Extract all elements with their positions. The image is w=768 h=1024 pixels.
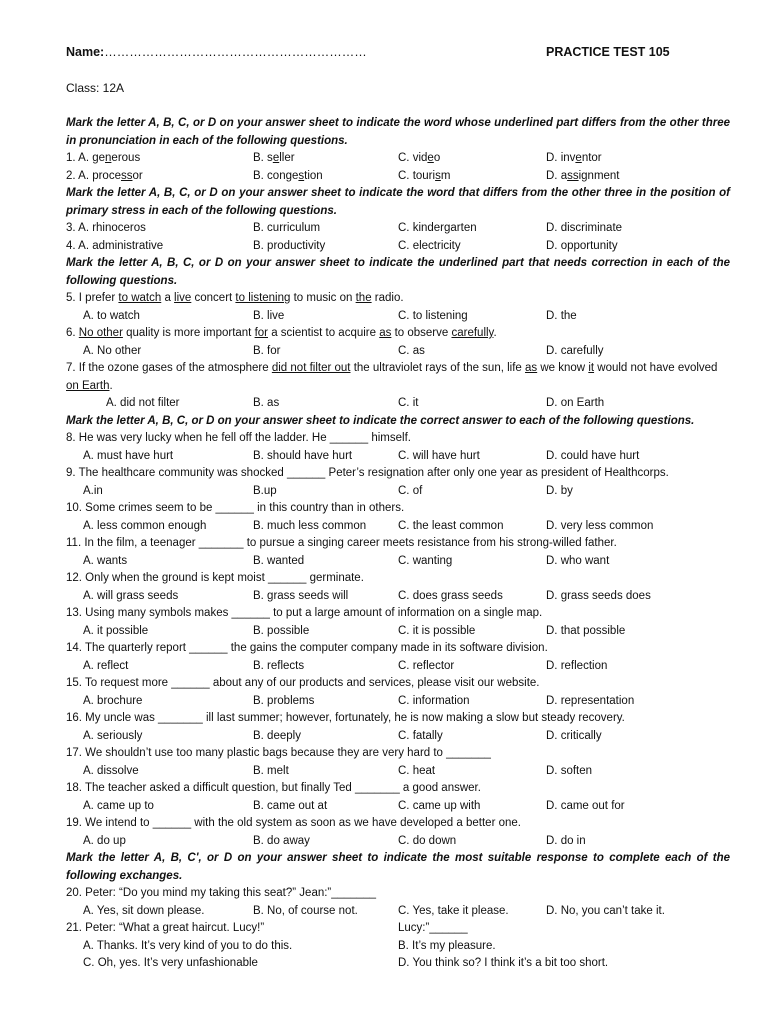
question-8-stem: 8. He was very lucky when he fell off the ladder. He ______ himself. (66, 432, 411, 444)
question-18-options (66, 798, 730, 816)
question-11-stem: 11. In the film, a teenager _______ to pursue a singing career meets resistance from his strong-willed father. (66, 537, 617, 549)
option-a: A. do up (83, 834, 126, 847)
question-16-options (66, 728, 730, 746)
question-21-options-ab (66, 938, 730, 956)
question-6-options (66, 343, 730, 361)
question-19-options (66, 833, 730, 851)
option-d: D. the (546, 309, 577, 322)
option-d: D. No, you can’t take it. (546, 904, 665, 917)
option-b: B. curriculum (253, 222, 321, 234)
option-a: A. Yes, sit down please. (83, 904, 205, 917)
option-b: B. deeply (253, 729, 301, 742)
question-12-stem: 12. Only when the ground is kept moist ______ germinate. (66, 572, 364, 584)
question-21-options-cd (66, 955, 730, 973)
option-a: A. to watch (83, 309, 140, 322)
option-a: A. seriously (83, 729, 143, 742)
option-d: D. discriminate (546, 222, 623, 234)
question-5-stem: 5. I prefer to watch a live concert to listening to music on the radio. (66, 292, 404, 304)
question-17-options (66, 763, 730, 781)
option-a: A.in (83, 484, 103, 497)
option-b: B. melt (253, 764, 289, 777)
option-d: D. by (546, 484, 573, 497)
class-label: Class: 12A (66, 81, 125, 95)
section-instruction: Mark the letter A, B, C, or D on your answer sheet to indicate the word whose underlined part differs from the other three in pronunciation in each of the following questions. (66, 117, 730, 147)
question-20-options (66, 903, 730, 921)
option-c: C. fatally (398, 729, 443, 742)
question-19-stem: 19. We intend to ______ with the old system as soon as we have developed a better one. (66, 817, 521, 829)
option-c: C. will have hurt (398, 449, 480, 462)
option-b: B. problems (253, 694, 315, 707)
option-c: C. of (398, 484, 423, 497)
option-d: D. opportunity (546, 239, 618, 252)
option-a: A. dissolve (83, 764, 139, 777)
option-a: A. did not filter (106, 397, 180, 409)
option-d: D. critically (546, 729, 602, 742)
option-c: C. it (398, 397, 419, 409)
option-c: C. Oh, yes. It’s very unfashionable (83, 957, 258, 969)
option-c: C. wanting (398, 554, 453, 567)
option-d: D. very less common (546, 519, 654, 532)
option-b: B. should have hurt (253, 449, 353, 462)
question-13-stem: 13. Using many symbols makes ______ to put a large amount of information on a single map. (66, 607, 543, 619)
option-a: 2. A. processor (66, 169, 143, 182)
option-b: B. for (253, 344, 281, 357)
option-b: B. seller (253, 152, 295, 164)
question-4 (66, 238, 730, 256)
option-d: D. inventor (546, 152, 602, 164)
option-d: D. representation (546, 694, 635, 707)
section-instruction: Mark the letter A, B, C, or D on your answer sheet to indicate the word that differs from the other three in the position of primary stress in each of the following questions. (66, 187, 730, 217)
option-a: A. less common enough (83, 519, 207, 532)
question-3 (66, 220, 730, 238)
option-b: B. No, of course not. (253, 904, 358, 917)
option-b: B. reflects (253, 659, 305, 672)
question-14-options (66, 658, 730, 676)
option-b: B. as (253, 397, 280, 409)
question-15-options (66, 693, 730, 711)
option-c: C. tourism (398, 169, 451, 182)
test-title: PRACTICE TEST 105 (546, 45, 670, 59)
option-d: D. could have hurt (546, 449, 640, 462)
option-b: B. It’s my pleasure. (398, 939, 496, 952)
option-c: C. reflector (398, 659, 455, 672)
option-d: D. assignment (546, 169, 620, 182)
option-d: D. reflection (546, 659, 608, 672)
option-b: B.up (253, 484, 277, 497)
question-21-stem (66, 920, 730, 938)
option-c: C. the least common (398, 519, 504, 532)
question-1 (66, 150, 730, 168)
option-b: B. possible (253, 624, 310, 637)
option-c: C. does grass seeds (398, 589, 503, 602)
option-a: A. must have hurt (83, 449, 174, 462)
section-instruction: Mark the letter A, B, C', or D on your answer sheet to indicate the most suitable response to complete each of the following exchanges. (66, 852, 730, 882)
option-a: A. brochure (83, 694, 143, 707)
section-instruction: Mark the letter A, B, C, or D on your answer sheet to indicate the underlined part that needs correction in each of the following questions. (66, 257, 730, 287)
option-b: B. much less common (253, 519, 367, 532)
question-21-peter: 21. Peter: “What a great haircut. Lucy!” (66, 922, 265, 934)
option-d: D. You think so? I think it’s a bit too short. (398, 957, 609, 969)
option-d: D. came out for (546, 799, 625, 812)
question-21-lucy: Lucy:”______ (398, 922, 468, 934)
option-a: 4. A. administrative (66, 239, 164, 252)
option-c: C. information (398, 694, 470, 707)
option-c: C. electricity (398, 239, 461, 252)
question-5-options (66, 308, 730, 326)
question-20-stem: 20. Peter: “Do you mind my taking this seat?” Jean:”_______ (66, 887, 377, 899)
question-7-stem: 7. If the ozone gases of the atmosphere did not filter out the ultraviolet rays of the sun, life as we know it would not have evolved on Earth. (66, 362, 718, 392)
option-c: C. to listening (398, 309, 468, 322)
name-label: Name: (66, 45, 105, 59)
option-d: D. soften (546, 764, 593, 777)
option-d: D. grass seeds does (546, 589, 651, 602)
question-17-stem: 17. We shouldn’t use too many plastic bags because they are very hard to _______ (66, 747, 491, 759)
question-14-stem: 14. The quarterly report ______ the gains the computer company made in its software division. (66, 642, 548, 654)
option-b: B. live (253, 309, 285, 322)
option-b: B. congestion (253, 169, 323, 182)
option-a: A. No other (83, 344, 142, 357)
option-c: C. heat (398, 764, 436, 777)
option-c: C. as (398, 344, 425, 357)
option-d: D. who want (546, 554, 610, 567)
option-b: B. productivity (253, 239, 326, 252)
option-a: 1. A. generous (66, 152, 141, 164)
option-d: D. on Earth (546, 397, 605, 409)
question-10-stem: 10. Some crimes seem to be ______ in this country than in others. (66, 502, 405, 514)
option-b: B. wanted (253, 554, 305, 567)
questions-block (66, 115, 730, 973)
option-a: A. came up to (83, 799, 154, 812)
name-dots: ……………………………………………………… (104, 45, 367, 59)
question-18-stem: 18. The teacher asked a difficult question, but finally Ted _______ a good answer. (66, 782, 481, 794)
question-16-stem: 16. My uncle was _______ ill last summer; however, fortunately, he is now making a slow but steady recovery. (66, 712, 625, 724)
option-c: C. came up with (398, 799, 481, 812)
option-a: A. wants (83, 554, 128, 567)
question-12-options (66, 588, 730, 606)
option-d: D. do in (546, 834, 586, 847)
option-a: A. Thanks. It’s very kind of you to do this. (83, 939, 293, 952)
name-field (66, 45, 367, 59)
question-9-options (66, 483, 730, 501)
option-d: D. carefully (546, 344, 604, 357)
question-11-options (66, 553, 730, 571)
question-15-stem: 15. To request more ______ about any of our products and services, please visit our website. (66, 677, 540, 689)
question-13-options (66, 623, 730, 641)
question-8-options (66, 448, 730, 466)
question-7-options (66, 395, 730, 413)
option-b: B. grass seeds will (253, 589, 349, 602)
question-2 (66, 168, 730, 186)
option-a: A. will grass seeds (83, 589, 179, 602)
question-10-options (66, 518, 730, 536)
option-c: C. video (398, 152, 441, 164)
question-6-stem: 6. No other quality is more important for a scientist to acquire as to observe carefully. (66, 327, 497, 339)
option-c: C. kindergarten (398, 222, 477, 234)
option-c: C. do down (398, 834, 457, 847)
option-a: 3. A. rhinoceros (66, 222, 146, 234)
question-9-stem: 9. The healthcare community was shocked ______ Peter’s resignation after only one year as president of Healthcorps. (66, 467, 669, 479)
option-b: B. came out at (253, 799, 328, 812)
option-a: A. reflect (83, 659, 129, 672)
option-a: A. it possible (83, 624, 149, 637)
option-c: C. it is possible (398, 624, 476, 637)
option-c: C. Yes, take it please. (398, 904, 509, 917)
option-b: B. do away (253, 834, 310, 847)
option-d: D. that possible (546, 624, 626, 637)
section-instruction: Mark the letter A, B, C, or D on your answer sheet to indicate the correct answer to each of the following questions. (66, 414, 695, 427)
